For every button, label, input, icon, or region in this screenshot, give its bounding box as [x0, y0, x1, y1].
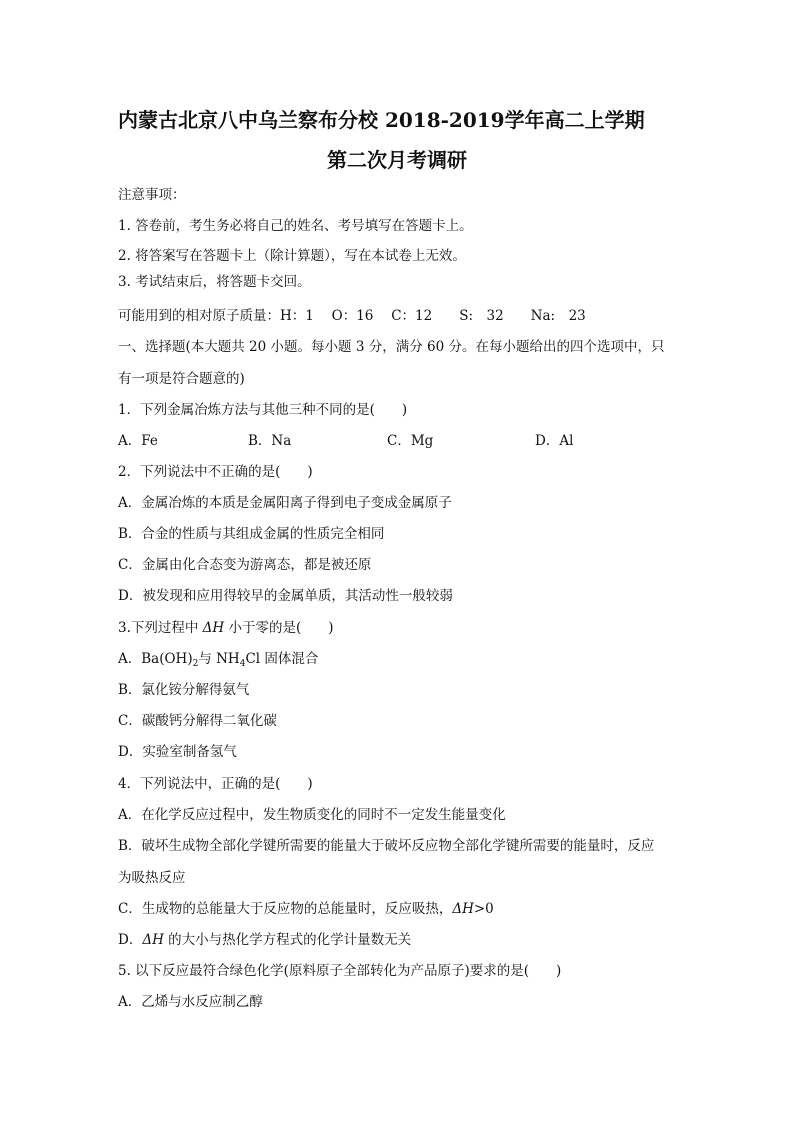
- text-segment: 的大小与热化学方程式的化学计量数无关: [163, 932, 412, 948]
- math-symbol: ΔH: [452, 901, 474, 917]
- text-segment: A．在化学反应过程中，发生物质变化的同时不一定发生能量变化: [118, 807, 506, 823]
- text-segment: D．实验室制备氢气: [118, 744, 237, 760]
- option-b-cont: [118, 869, 186, 887]
- text-segment: C．碳酸钙分解得二氧化碳: [118, 713, 277, 729]
- text-segment: Cl 固体混合: [245, 651, 319, 667]
- text-segment: 与 NH: [198, 651, 240, 667]
- option-a: A．Fe: [118, 433, 158, 449]
- text-segment: C．生成物的总能量大于反应物的总能量时，反应吸热，: [118, 901, 453, 917]
- option-d: D．Al: [535, 433, 574, 449]
- option-d: [118, 931, 411, 949]
- atomic-masses: 可能用到的相对原子质量：H：1 O：16 C：12 S: 32 Na: 23: [118, 308, 586, 324]
- text-segment: 4．下列说法中，正确的是( ): [118, 776, 313, 792]
- option-a: [118, 806, 506, 824]
- option-c: [118, 712, 277, 730]
- document-title: 内蒙古北京八中乌兰察布分校 2018-2019学年高二上学期: [118, 108, 645, 132]
- notice-item: 3. 考试结束后，将答题卡交回。: [118, 274, 311, 290]
- text-segment: 为吸热反应: [118, 870, 186, 886]
- notice-heading: 注意事项：: [118, 187, 186, 203]
- section-heading: 一、选择题(本大题共 20 小题。每小题 3 分，满分 60 分。在每小题给出的四个选项中，只: [118, 339, 665, 355]
- option-a: A．金属冶炼的本质是金属阳离子得到电子变成金属原子: [118, 495, 452, 511]
- option-c: C．金属由化合态变为游离态，都是被还原: [118, 557, 372, 573]
- question-1-stem: 1．下列金属冶炼方法与其他三种不同的是( ): [118, 402, 408, 418]
- text-segment: A．Ba(OH): [118, 651, 193, 667]
- section-heading-cont: 有一项是符合题意的): [118, 371, 245, 387]
- text-segment: 5. 以下反应最符合绿色化学(原料原子全部转化为产品原子)要求的是( ): [118, 963, 562, 979]
- question-5-stem: [118, 962, 561, 980]
- option-c: [118, 900, 494, 918]
- question-4-stem: [118, 775, 313, 793]
- option-b: [118, 837, 654, 855]
- question-3-stem: [118, 619, 334, 637]
- text-segment: B．破坏生成物全部化学键所需要的能量大于破坏反应物全部化学键所需要的能量时，反应: [118, 838, 655, 854]
- text-segment: A．乙烯与水反应制乙醇: [118, 994, 263, 1010]
- math-symbol: ΔH: [142, 932, 164, 948]
- option-c: C．Mg: [387, 433, 434, 449]
- text-segment: B．氯化铵分解得氨气: [118, 682, 250, 698]
- subscript: 2: [192, 659, 199, 669]
- question-2-stem: 2．下列说法中不正确的是( ): [118, 464, 313, 480]
- text-segment: >0: [473, 901, 494, 917]
- option-a: [118, 993, 263, 1011]
- option-b: [118, 681, 249, 699]
- notice-item: 1. 答卷前，考生务必将自己的姓名、考号填写在答题卡上。: [118, 218, 473, 234]
- text-segment: 小于零的是( ): [224, 620, 334, 636]
- text-segment: D．: [118, 932, 143, 948]
- option-d: D．被发现和应用得较早的金属单质，其活动性一般较弱: [118, 588, 453, 604]
- option-a: [118, 650, 318, 673]
- notice-item: 2. 将答案写在答题卡上（除计算题），写在本试卷上无效。: [118, 248, 466, 264]
- option-b: B．合金的性质与其组成金属的性质完全相同: [118, 526, 385, 542]
- text-segment: 3.下列过程中: [118, 620, 203, 636]
- option-b: B．Na: [248, 433, 292, 449]
- subscript: 4: [239, 659, 246, 669]
- option-d: [118, 743, 237, 761]
- math-symbol: ΔH: [202, 620, 225, 636]
- document-subtitle: 第二次月考调研: [327, 148, 467, 172]
